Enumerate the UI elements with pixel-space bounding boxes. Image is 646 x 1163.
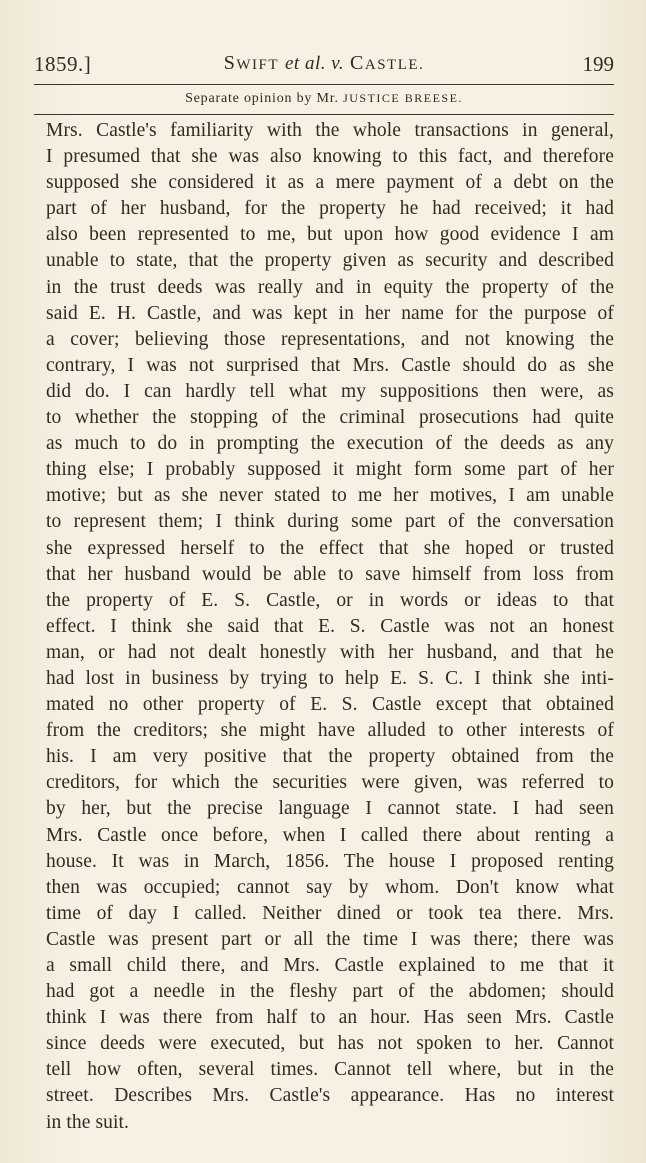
header-year: 1859.] <box>34 52 92 76</box>
text-line: man, or had not dealt honestly with her husband, and that he <box>46 641 614 663</box>
header-rule <box>34 84 614 85</box>
text-line: supposed she considered it as a mere payment of a debt on the <box>46 172 614 194</box>
case-title-italic: et al. v. <box>285 53 345 74</box>
text-line: think I was there from half to an hour. Has seen Mrs. Castle <box>46 1007 614 1029</box>
text-line: did do. I can hardly tell what my suppositions then were, as <box>46 380 614 402</box>
text-line: Mrs. Castle once before, when I called there about renting a <box>46 824 614 846</box>
text-line: had got a needle in the fleshy part of the abdomen; should <box>46 981 614 1003</box>
header-case-title <box>34 52 614 75</box>
text-line: effect. I think she said that E. S. Castle was not an honest <box>46 615 614 637</box>
text-line: as much to do in prompting the execution of the deeds as any <box>46 433 614 455</box>
text-line: said E. H. Castle, and was kept in her name for the purpose of <box>46 302 614 324</box>
text-line: since deeds were executed, but has not spoken to her. Cannot <box>46 1033 614 1055</box>
subheading-rule <box>34 114 614 115</box>
body-paragraph <box>46 118 614 1136</box>
case-title-initial-2: C <box>350 52 365 74</box>
running-header <box>34 52 614 80</box>
page-number: 199 <box>582 52 614 76</box>
text-line: contrary, I was not surprised that Mrs. Castle should do as she <box>46 354 614 376</box>
text-line: house. It was in March, 1856. The house I proposed renting <box>46 850 614 872</box>
text-line: his. I am very positive that the property obtained from the <box>46 746 614 768</box>
case-title-smallcaps: WIFT <box>236 57 279 73</box>
text-line: tell how often, several times. Cannot tell where, but in the <box>46 1059 614 1081</box>
text-line: the property of E. S. Castle, or in words or ideas to that <box>46 589 614 611</box>
text-line: time of day I called. Neither dined or took tea there. Mrs. <box>46 902 614 924</box>
text-line: I presumed that she was also knowing to this fact, and therefore <box>46 146 614 168</box>
text-line: Castle was present part or all the time I was there; there was <box>46 928 614 950</box>
text-line: from the creditors; she might have alluded to other interests of <box>46 720 614 742</box>
case-title-initial: S <box>223 52 237 74</box>
text-line: to whether the stopping of the criminal prosecutions had quite <box>46 407 614 429</box>
text-line: also been represented to me, but upon how good evidence I am <box>46 224 614 246</box>
text-line: a cover; believing those representations, and not knowing the <box>46 328 614 350</box>
text-line: then was occupied; cannot say by whom. Don't know what <box>46 876 614 898</box>
text-line: in the trust deeds was really and in equity the property of the <box>46 276 614 298</box>
subheading-justice: JUSTICE BREESE. <box>343 91 463 105</box>
case-title-smallcaps-2: ASTLE. <box>364 57 425 73</box>
text-line: she expressed herself to the effect that she hoped or trusted <box>46 537 614 559</box>
text-line: a small child there, and Mrs. Castle explained to me that it <box>46 955 614 976</box>
text-line: part of her husband, for the property he had received; it had <box>46 198 614 220</box>
text-line: creditors, for which the securities were given, was referred to <box>46 772 614 794</box>
text-line: mated no other property of E. S. Castle except that obtained <box>46 694 614 716</box>
text-line: in the suit. <box>46 1111 129 1133</box>
subheading <box>34 91 614 107</box>
text-line: street. Describes Mrs. Castle's appearance. Has no interest <box>46 1085 614 1107</box>
text-line: to represent them; I think during some part of the conversation <box>46 511 614 533</box>
text-line: thing else; I probably supposed it might form some part of her <box>46 459 614 481</box>
text-line: had lost in business by trying to help E. S. C. I think she inti- <box>46 667 614 689</box>
text-line: motive; but as she never stated to me her motives, I am unable <box>46 485 614 507</box>
subheading-prefix: Separate opinion by Mr. <box>185 91 339 106</box>
text-line: Mrs. Castle's familiarity with the whole transactions in general, <box>46 120 614 141</box>
text-line: that her husband would be able to save himself from loss from <box>46 563 614 585</box>
text-line: unable to state, that the property given as security and described <box>46 250 614 272</box>
text-line: by her, but the precise language I cannot state. I had seen <box>46 798 614 820</box>
